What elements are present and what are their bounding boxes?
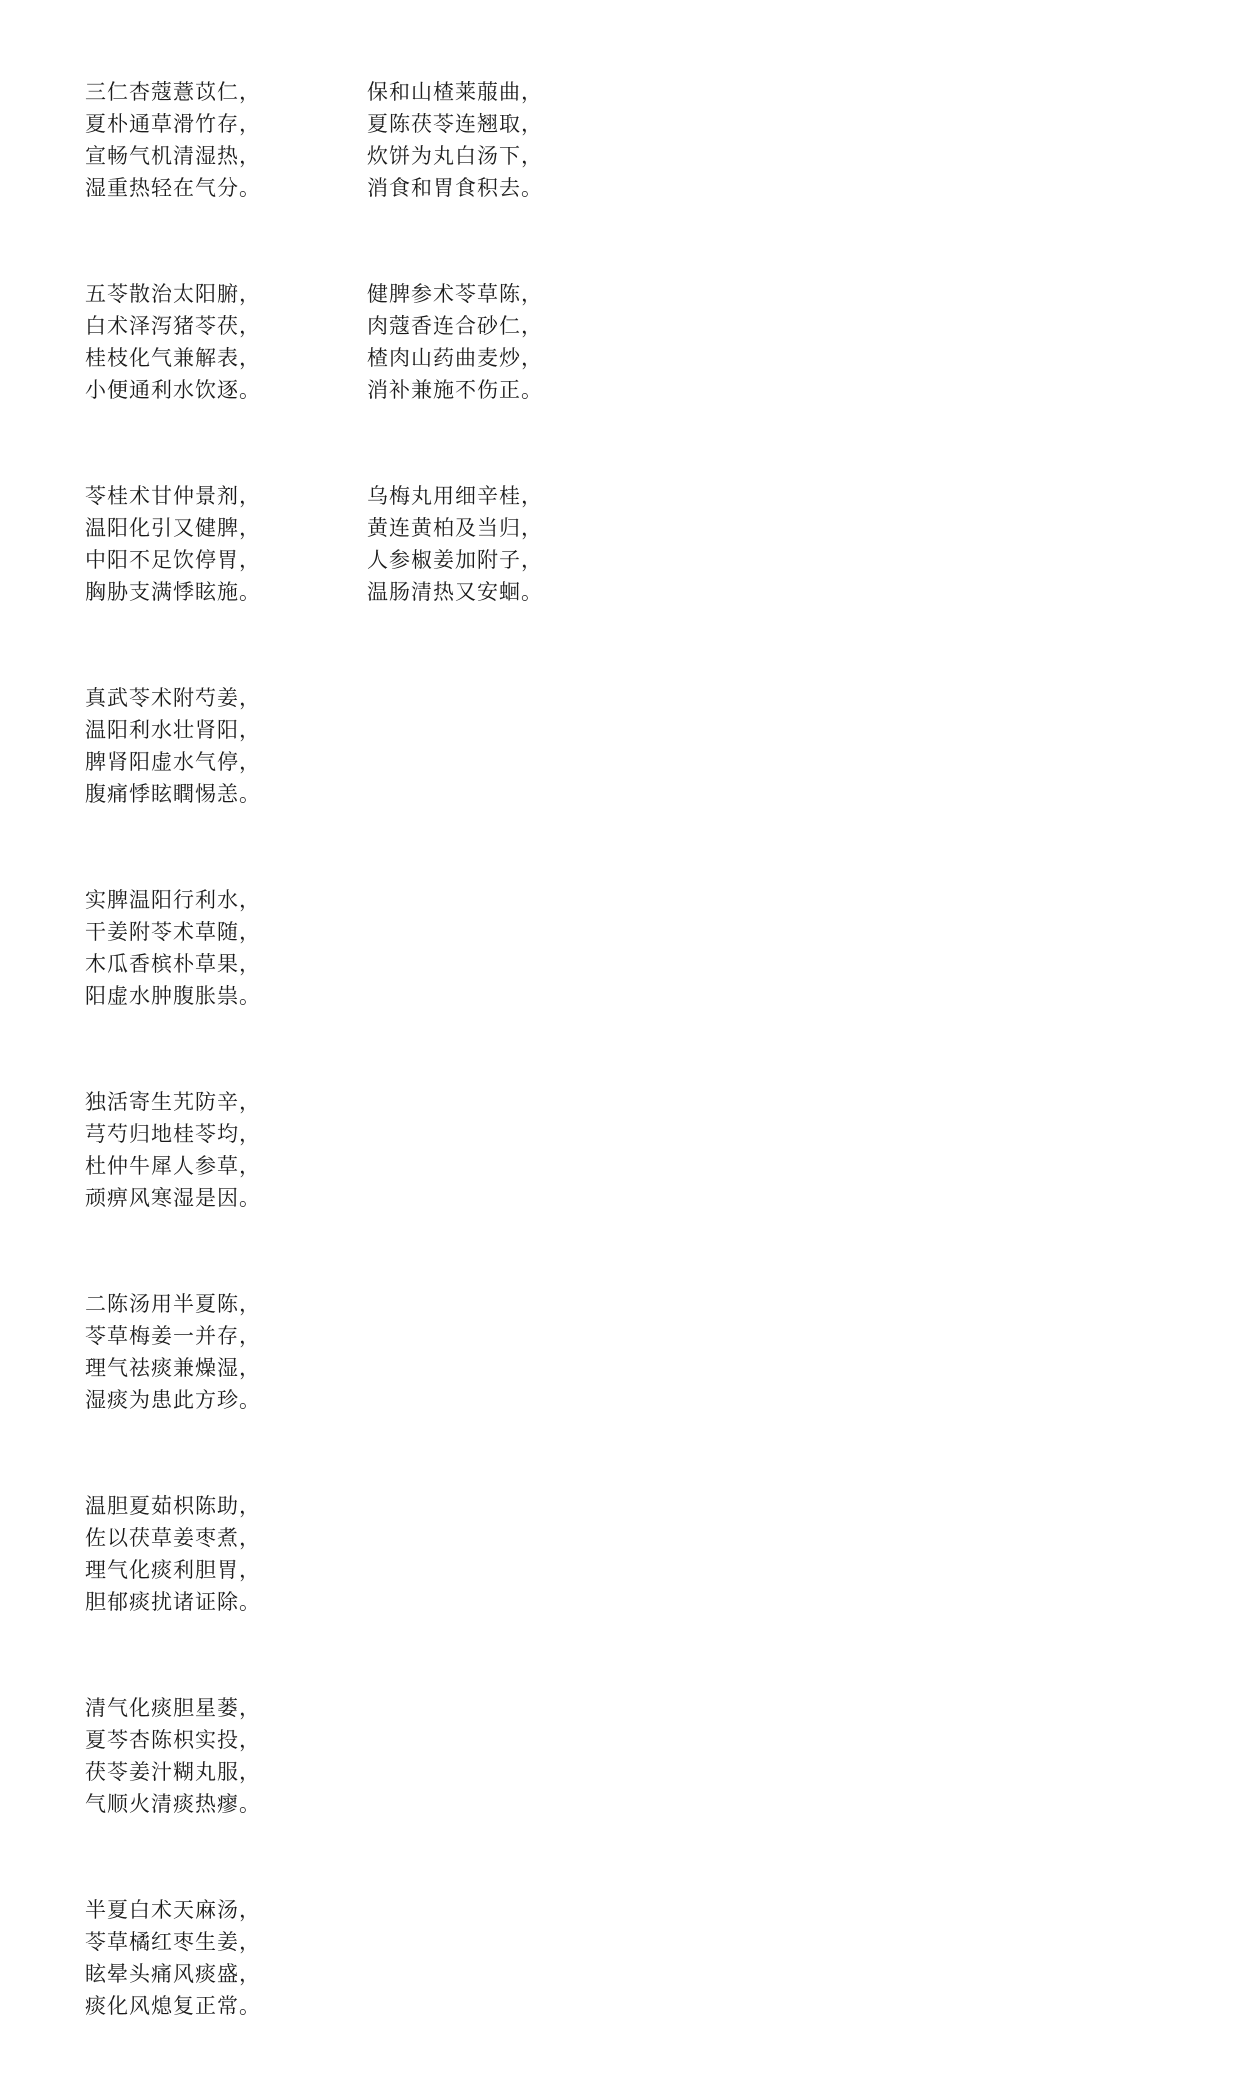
verse: [85, 278, 345, 406]
verse-line: 真武苓术附芍姜，: [85, 686, 261, 710]
verse-line: 楂肉山药曲麦炒，: [367, 346, 543, 370]
verse: [367, 480, 627, 608]
verse-line: 二陈汤用半夏陈，: [85, 1292, 261, 1316]
verse: [85, 76, 345, 204]
verse-line: 人参椒姜加附子，: [367, 548, 543, 572]
verse-line: 清气化痰胆星蒌，: [85, 1696, 261, 1720]
verse-line: 温胆夏茹枳陈助，: [85, 1494, 261, 1518]
verse-line: 理气祛痰兼燥湿，: [85, 1356, 261, 1380]
verse-line: 佐以茯草姜枣煮，: [85, 1526, 261, 1550]
left-column: [85, 76, 345, 2096]
verse-line: 湿痰为患此方珍。: [85, 1388, 261, 1412]
verse-line: 桂枝化气兼解表，: [85, 346, 261, 370]
verse: [85, 884, 345, 1012]
verse-line: 肉蔻香连合砂仁，: [367, 314, 543, 338]
verse-line: 健脾参术苓草陈，: [367, 282, 543, 306]
verse-line: 半夏白术天麻汤，: [85, 1898, 261, 1922]
verse-line: 小便通利水饮逐。: [85, 378, 261, 402]
verse-line: 苓草梅姜一并存，: [85, 1324, 261, 1348]
verse-line: 阳虚水肿腹胀祟。: [85, 984, 261, 1008]
verse: [85, 480, 345, 608]
verse-line: 干姜附苓术草随，: [85, 920, 261, 944]
verse-line: 苓桂术甘仲景剂，: [85, 484, 261, 508]
verse-line: 夏朴通草滑竹存，: [85, 112, 261, 136]
verse: [85, 682, 345, 810]
verse-line: 独活寄生艽防辛，: [85, 1090, 261, 1114]
verse-line: 黄连黄柏及当归，: [367, 516, 543, 540]
verse-line: 乌梅丸用细辛桂，: [367, 484, 543, 508]
verse-line: 木瓜香槟朴草果，: [85, 952, 261, 976]
verse-line: 气顺火清痰热瘳。: [85, 1792, 261, 1816]
verse-line: 白术泽泻猪苓茯，: [85, 314, 261, 338]
verse-line: 消食和胃食积去。: [367, 176, 543, 200]
verse-line: 芎芍归地桂苓均，: [85, 1122, 261, 1146]
verse-line: 胆郁痰扰诸证除。: [85, 1590, 261, 1614]
verse-line: 腹痛悸眩瞤惕恙。: [85, 782, 261, 806]
verse-line: 消补兼施不伤正。: [367, 378, 543, 402]
verse: [85, 1692, 345, 1820]
verse: [85, 1288, 345, 1416]
verse-line: 温肠清热又安蛔。: [367, 580, 543, 604]
verse-line: 理气化痰利胆胃，: [85, 1558, 261, 1582]
verse-line: 苓草橘红枣生姜，: [85, 1930, 261, 1954]
verse-line: 顽痹风寒湿是因。: [85, 1186, 261, 1210]
verse-line: 夏芩杏陈枳实投，: [85, 1728, 261, 1752]
verse-line: 实脾温阳行利水，: [85, 888, 261, 912]
verse-line: 炊饼为丸白汤下，: [367, 144, 543, 168]
verse-line: 宣畅气机清湿热，: [85, 144, 261, 168]
verse-line: 五苓散治太阳腑，: [85, 282, 261, 306]
verse-line: 杜仲牛犀人参草，: [85, 1154, 261, 1178]
verse-line: 中阳不足饮停胃，: [85, 548, 261, 572]
verse-line: 温阳利水壮肾阳，: [85, 718, 261, 742]
verse-line: 夏陈茯苓连翘取，: [367, 112, 543, 136]
verse-line: 眩晕头痛风痰盛，: [85, 1962, 261, 1986]
verse-line: 痰化风熄复正常。: [85, 1994, 261, 2018]
verse: [367, 278, 627, 406]
verse-line: 胸胁支满悸眩施。: [85, 580, 261, 604]
verse: [367, 76, 627, 204]
verse-line: 茯苓姜汁糊丸服，: [85, 1760, 261, 1784]
right-column: [367, 76, 627, 682]
verse-line: 三仁杏蔻薏苡仁，: [85, 80, 261, 104]
verse-line: 温阳化引又健脾，: [85, 516, 261, 540]
verse-line: 湿重热轻在气分。: [85, 176, 261, 200]
verse-line: 脾肾阳虚水气停，: [85, 750, 261, 774]
verse: [85, 1490, 345, 1618]
verse: [85, 1894, 345, 2022]
verse: [85, 1086, 345, 1214]
verse-line: 保和山楂莱菔曲，: [367, 80, 543, 104]
